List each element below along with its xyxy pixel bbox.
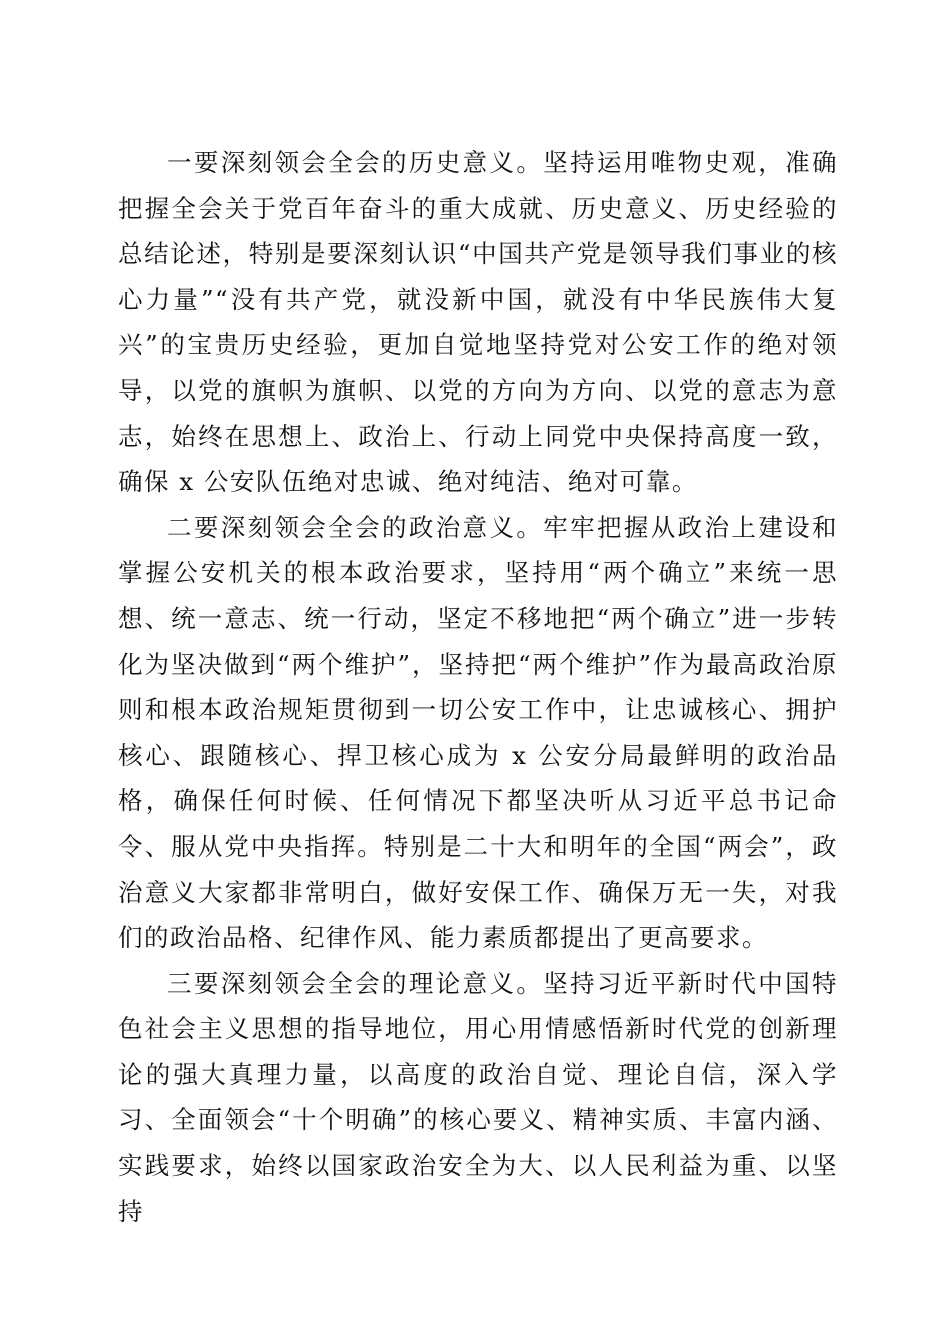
paragraph-political-significance: 二要深刻领会全会的政治意义。牢牢把握从政治上建设和掌握公安机关的根本政治要求，坚持用“两个确立”来统一思想、统一意志、统一行动，坚定不移地把“两个确立”进一步转化为坚决做到“两个维护”，坚持把“两个维护”作为最高政治原则和根本政治规矩贯彻到一切公安工作中，让忠诚核心、拥护核心、跟随核心、捍卫核心成为 x 公安分局最鲜明的政治品格，确保任何时候、任何情况下都坚决听从习近平总书记命令、服从党中央指挥。特别是二十大和明年的全国“两会”，政治意义大家都非常明白，做好安保工作、确保万无一失，对我们的政治品格、纪律作风、能力素质都提出了更高要求。 [118,512,838,953]
document-body [118,140,838,1234]
paragraph-theoretical-significance: 三要深刻领会全会的理论意义。坚持习近平新时代中国特色社会主义思想的指导地位，用心用情感悟新时代党的创新理论的强大真理力量，以高度的政治自觉、理论自信，深入学习、全面领会“十个明确”的核心要义、精神实质、丰富内涵、实践要求，始终以国家政治安全为大、以人民利益为重、以坚持 [118,968,838,1226]
paragraph-historical-significance: 一要深刻领会全会的历史意义。坚持运用唯物史观，准确把握全会关于党百年奋斗的重大成就、历史意义、历史经验的总结论述，特别是要深刻认识“中国共产党是领导我们事业的核心力量”“没有共产党，就没新中国，就没有中华民族伟大复兴”的宝贵历史经验，更加自觉地坚持党对公安工作的绝对领导，以党的旗帜为旗帜、以党的方向为方向、以党的意志为意志，始终在思想上、政治上、行动上同党中央保持高度一致，确保 x 公安队伍绝对忠诚、绝对纯洁、绝对可靠。 [118,148,838,497]
